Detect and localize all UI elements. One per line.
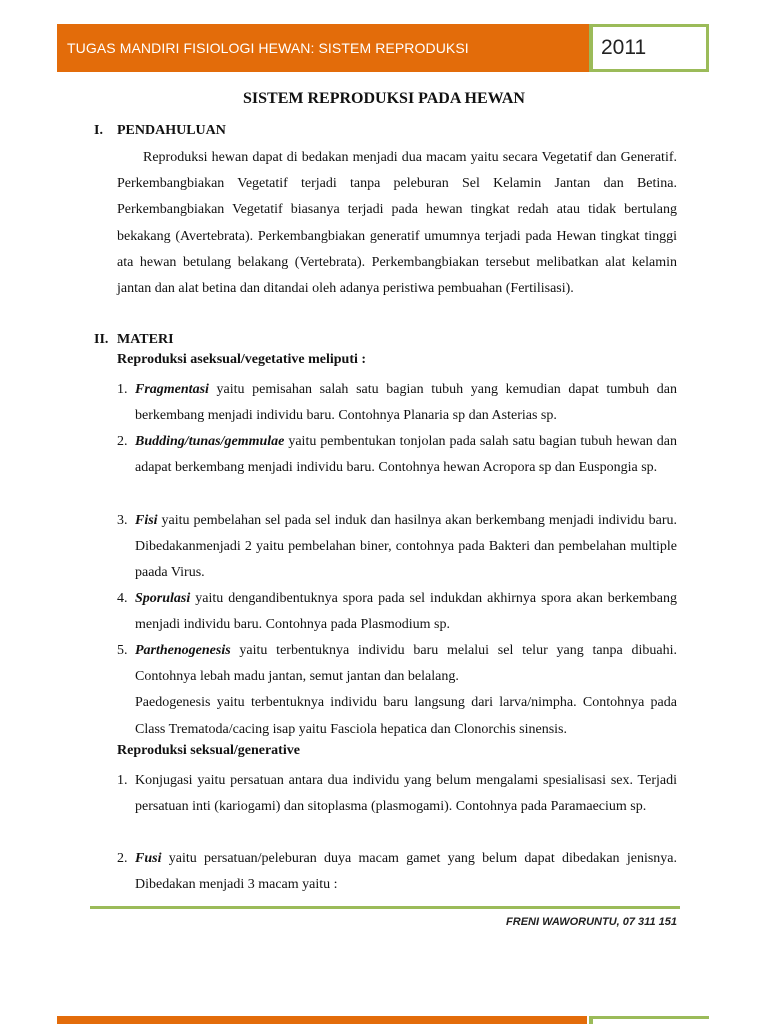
list-item-term: Budding/tunas/gemmulae bbox=[135, 434, 285, 449]
list-item-term: Fusi bbox=[135, 851, 162, 866]
header-banner bbox=[57, 24, 709, 72]
header-title: TUGAS MANDIRI FISIOLOGI HEWAN: SISTEM REPRODUKSI bbox=[57, 24, 589, 72]
header-year: 2011 bbox=[589, 24, 709, 72]
list-item-number: 1. bbox=[117, 382, 128, 397]
list-item-term: Parthenogenesis bbox=[135, 643, 231, 658]
list-item-number: 2. bbox=[117, 434, 128, 449]
list-item-term: Sporulasi bbox=[135, 591, 191, 606]
list-item bbox=[117, 508, 677, 587]
next-page-header-orange bbox=[57, 1016, 587, 1024]
list-item-number: 4. bbox=[117, 591, 128, 606]
list-item-number: 5. bbox=[117, 643, 128, 658]
footer-divider bbox=[90, 906, 680, 909]
list-item-text: yaitu persatuan/peleburan duya macam gamet yang belum dapat dibedakan jenisnya. Dibedakan menjadi 3 macam yaitu : bbox=[135, 851, 677, 893]
document-title: SISTEM REPRODUKSI PADA HEWAN bbox=[243, 90, 525, 107]
list-item bbox=[117, 429, 677, 481]
list-item-term: Fragmentasi bbox=[135, 382, 209, 397]
list-item-text: Konjugasi yaitu persatuan antara dua individu yang belum mengalami spesialisasi sex. Terjadi persatuan inti (kariogami) dan sitoplasma (plasmogami). Contohnya pada Paramaecium sp. bbox=[135, 773, 677, 815]
list-item-term: Fisi bbox=[135, 513, 158, 528]
section-2-number: II. bbox=[94, 332, 109, 347]
list-item-number: 3. bbox=[117, 513, 128, 528]
list-item-number: 2. bbox=[117, 851, 128, 866]
list-item-text: yaitu dengandibentuknya spora pada sel indukdan akhirnya spora akan berkembang menjadi individu baru. Contohnya pada Plasmodium sp. bbox=[135, 591, 677, 633]
list-item-text: yaitu pembentukan tonjolan pada salah satu bagian tubuh hewan dan adapat berkembang menjadi individu baru. Contohnya hewan Acropora sp dan Euspongia sp. bbox=[135, 434, 677, 476]
section-1-number: I. bbox=[94, 123, 103, 138]
list-item-text: yaitu pemisahan salah satu bagian tubuh yang kemudian dapat tumbuh dan berkembang menjadi individu baru. Contohnya Planaria sp dan Asterias sp. bbox=[135, 382, 677, 424]
list-item bbox=[117, 586, 677, 638]
section-2-title: MATERI bbox=[117, 332, 174, 347]
footer-author: FRENI WAWORUNTU, 07 311 151 bbox=[506, 916, 677, 928]
section-1-paragraph: Reproduksi hewan dapat di bedakan menjadi dua macam yaitu secara Vegetatif dan Generatif. Perkembangbiakan Vegetatif terjadi tanpa peleburan Sel Kelamin Jantan dan Betina. Perkembangbiakan Vegetatif biasanya terjadi pada hewan tingkat redah atau tidak bertulang bekakang (Avertebrata). Perkembangbiakan generatif umumnya terjadi pada Hewan tingkat tinggi ata hewan betulang belakang (Vertebrata). Perkembangbiakan tersebut melibatkan alat kelamin jantan dan alat betina dan ditandai oleh adanya peristiwa pembuahan (Fertilisasi). bbox=[117, 150, 677, 297]
list-item-text: yaitu pembelahan sel pada sel induk dan hasilnya akan berkembang menjadi individu baru. Dibedakanmenjadi 2 yaitu pembelahan biner, contohnya pada Bakteri dan pembelahan multiple paada Virus. bbox=[135, 513, 677, 581]
next-page-header-green bbox=[589, 1016, 709, 1024]
list-item bbox=[117, 846, 677, 898]
list-item-extra: Paedogenesis yaitu terbentuknya individu baru langsung dari larva/nimpha. Contohnya pada Class Trematoda/cacing isap yaitu Fasciola hepatica dan Clonorchis sinensis. bbox=[135, 695, 677, 737]
list-item bbox=[117, 377, 677, 429]
list-item bbox=[117, 768, 677, 820]
aseksual-heading: Reproduksi aseksual/vegetative meliputi : bbox=[117, 352, 367, 367]
list-item-number: 1. bbox=[117, 773, 128, 788]
seksual-heading: Reproduksi seksual/generative bbox=[117, 743, 300, 758]
list-item bbox=[117, 638, 677, 743]
section-1-title: PENDAHULUAN bbox=[117, 123, 226, 138]
next-page-header-strip bbox=[57, 1016, 709, 1024]
list-item-text: yaitu terbentuknya individu baru melalui sel telur yang tanpa dibuahi. Contohnya lebah madu jantan, semut jantan dan belalang. bbox=[135, 643, 677, 685]
